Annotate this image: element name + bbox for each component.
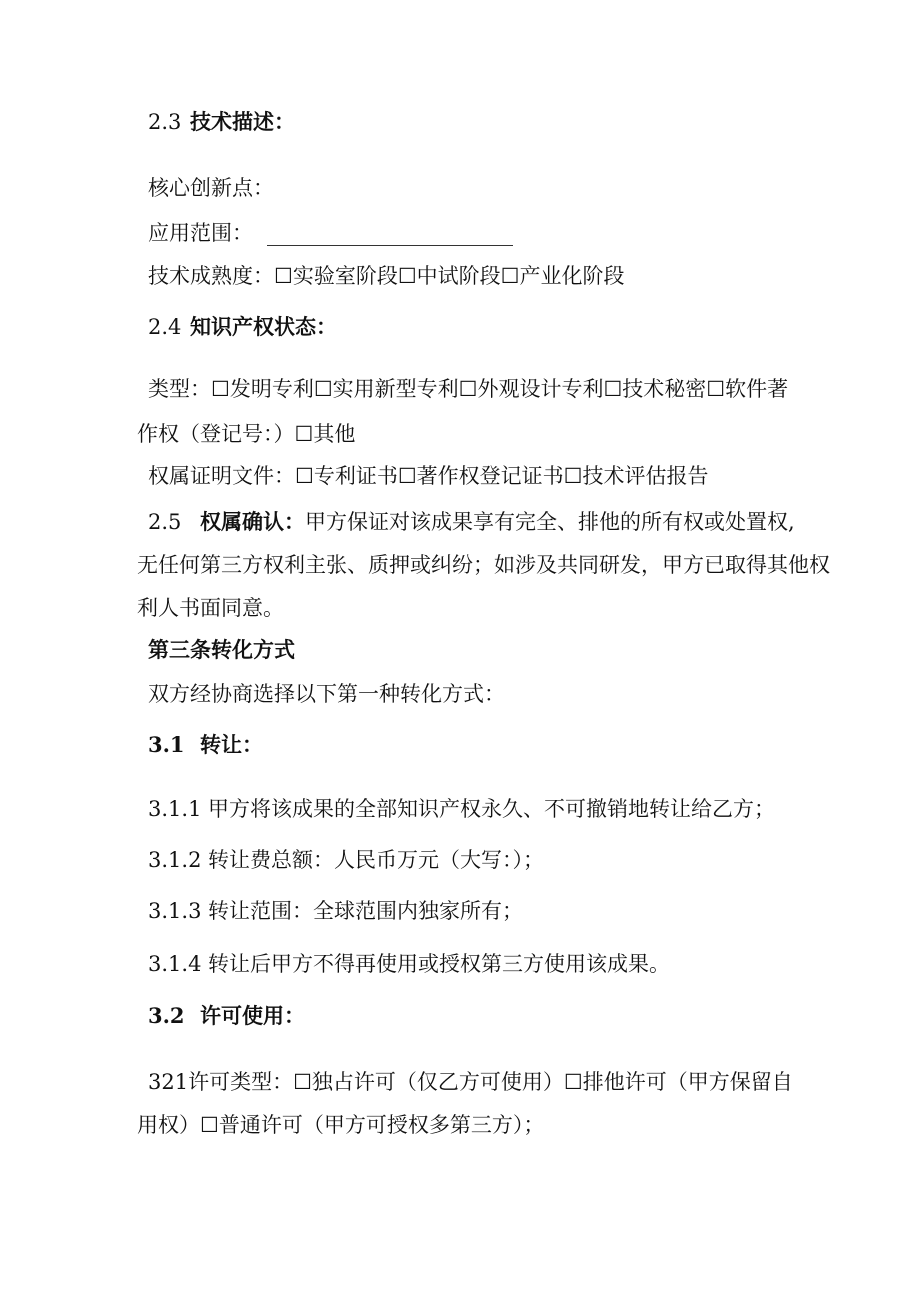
section-3-1-heading: 3.1 转让： (148, 732, 263, 757)
section-2-5-line-1: 2.5 权属确认：甲方保证对该成果享有完全、排他的所有权或处置权, (148, 509, 795, 534)
article-3-title: 第三条转化方式 (148, 637, 295, 662)
maturity-line: 技术成熟度：☐实验室阶段☐中试阶段☐产业化阶段 (148, 264, 625, 288)
core-innovation-label: 核心创新点： (148, 176, 274, 200)
ownership-proof-line: 权属证明文件：☐专利证书☐著作权登记证书☐技术评估报告 (148, 464, 709, 488)
section-2-3-heading: 2.3 技术描述： (148, 109, 295, 134)
scope-fill-blank[interactable] (267, 245, 513, 246)
item-3-1-3: 3.1.3 转让范围：全球范围内独家所有； (148, 899, 523, 923)
application-scope-line: 应用范围： (148, 219, 513, 247)
section-2-5-line-3: 利人书面同意。 (137, 596, 284, 620)
section-2-4-heading: 2.4 知识产权状态： (148, 314, 337, 339)
item-3-2-1-line-1: 321许可类型：☐独占许可（仅乙方可使用）☐排他许可（甲方保留自 (148, 1070, 793, 1094)
article-3-intro: 双方经协商选择以下第一种转化方式： (148, 682, 505, 706)
item-3-1-2: 3.1.2 转让费总额：人民币万元（大写：）； (148, 848, 544, 872)
section-2-5-line-2: 无任何第三方权利主张、质押或纠纷；如涉及共同研发，甲方已取得其他权 (137, 553, 830, 577)
section-3-2-heading: 3.2 许可使用： (148, 1003, 305, 1028)
ip-type-line-1: 类型：☐发明专利☐实用新型专利☐外观设计专利☐技术秘密☐软件著 (148, 377, 789, 401)
item-3-1-4: 3.1.4 转让后甲方不得再使用或授权第三方使用该成果。 (148, 952, 670, 976)
ip-type-line-2: 作权（登记号：）☐其他 (137, 422, 356, 446)
item-3-2-1-line-2: 用权）☐普通许可（甲方可授权多第三方）； (137, 1113, 545, 1137)
item-3-1-1: 3.1.1 甲方将该成果的全部知识产权永久、不可撤销地转让给乙方； (148, 797, 775, 821)
